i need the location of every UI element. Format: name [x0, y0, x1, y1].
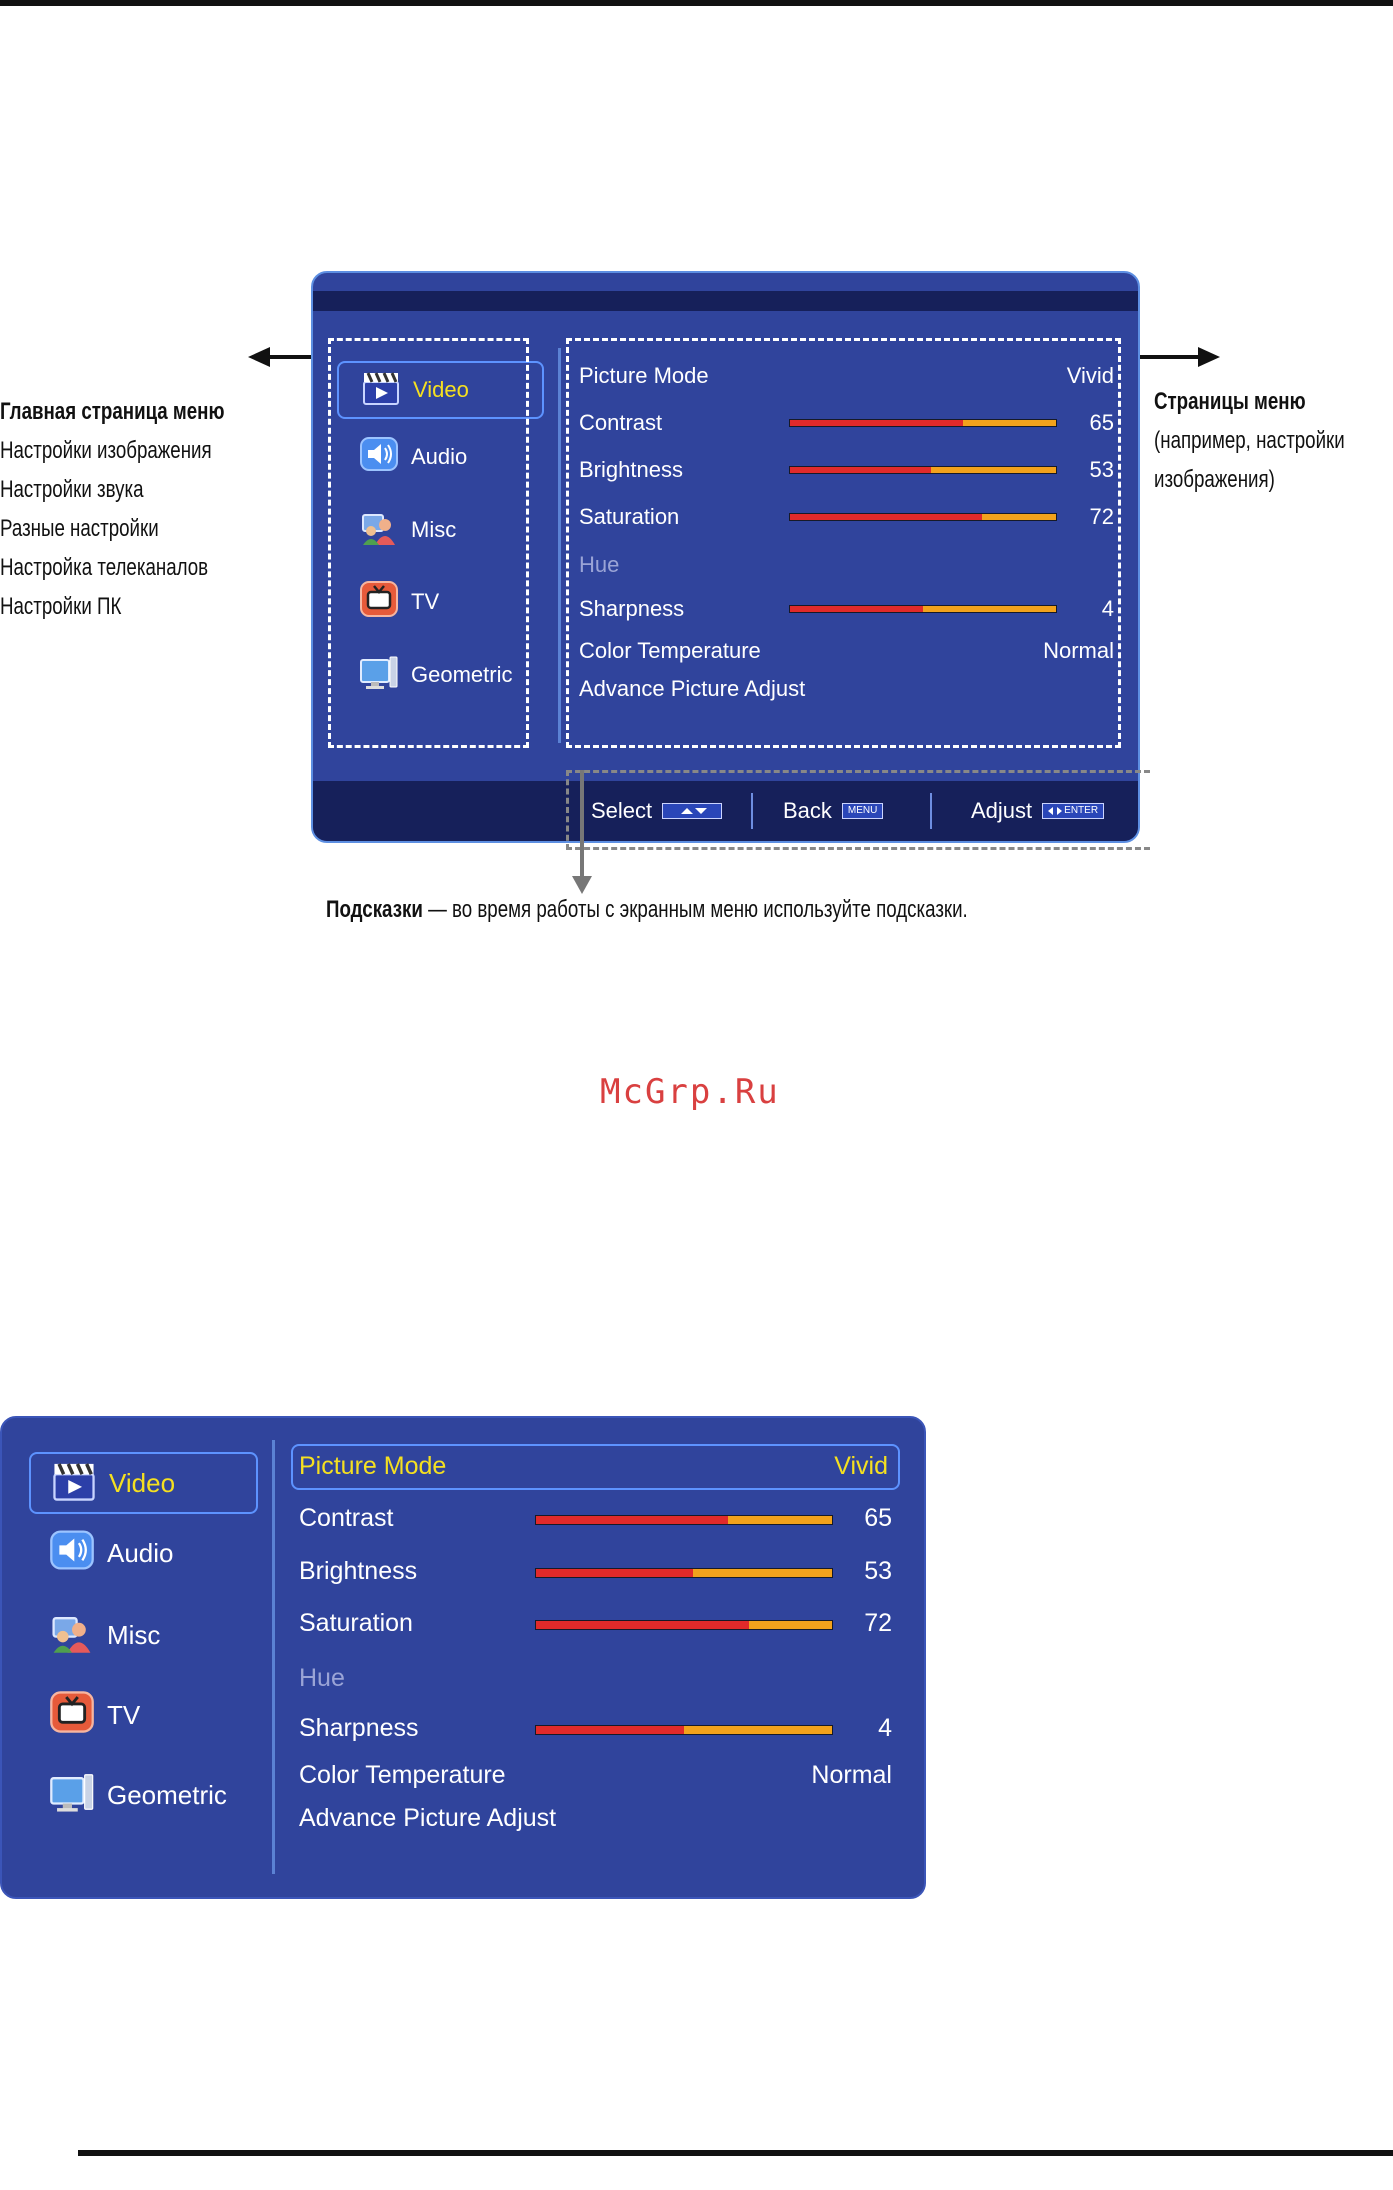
annotation-item-pc: Настройки ПК	[0, 593, 122, 620]
right-arrow-head	[1198, 347, 1220, 367]
setting-brightness[interactable]	[299, 1557, 892, 1589]
setting-label: Hue	[579, 552, 620, 577]
setting-label: Brightness	[579, 457, 683, 482]
nav-item-label: Misc	[411, 517, 457, 542]
tv-icon	[49, 1689, 95, 1742]
annotation-item-tv: Настройка телеканалов	[0, 554, 209, 581]
setting-value: Normal	[811, 1761, 892, 1789]
setting-label: Sharpness	[299, 1714, 419, 1742]
tv-menu-screenshot	[0, 1416, 926, 1899]
nav-item-label: Geometric	[107, 1779, 227, 1810]
hint-select-label: Select	[591, 798, 653, 823]
nav-item-label: Audio	[107, 1537, 174, 1568]
hints-dashed-box	[566, 770, 1150, 850]
setting-slider[interactable]	[535, 1568, 833, 1578]
setting-label: Color Temperature	[579, 638, 761, 663]
monitor-icon	[49, 1769, 95, 1822]
setting-value: 4	[1101, 596, 1114, 621]
setting-label: Hue	[299, 1664, 345, 1692]
nav-item-audio[interactable]	[29, 1522, 258, 1584]
menu-key: MENU	[842, 803, 883, 819]
setting-label: Advance Picture Adjust	[299, 1804, 557, 1832]
setting-value: 4	[878, 1714, 892, 1742]
watermark: McGrp.Ru	[600, 1072, 780, 1112]
nav-item-label: Audio	[411, 444, 468, 469]
hint-back-label: Back	[783, 798, 832, 823]
setting-slider-fill	[536, 1726, 684, 1734]
setting-value: Vivid	[834, 1452, 888, 1480]
menu-divider	[558, 348, 561, 743]
setting-contrast[interactable]	[299, 1504, 892, 1536]
left-arrow-head	[248, 347, 270, 367]
hints-caption	[326, 890, 968, 929]
main-page-annotation	[0, 392, 224, 626]
hints-title: Подсказки	[326, 896, 423, 923]
main-page-title: Главная страница меню	[0, 398, 225, 425]
setting-label: Sharpness	[579, 596, 685, 621]
setting-advance-picture-adjust[interactable]	[299, 1804, 892, 1836]
video-clapper-icon	[51, 1457, 97, 1510]
nav-item-label: Video	[413, 377, 469, 402]
setting-value: Normal	[1043, 638, 1114, 663]
menu-pages-dashed-box	[566, 338, 1121, 748]
hints-arrow-line	[580, 770, 584, 880]
setting-slider-fill	[536, 1569, 693, 1577]
nav-item-label: Video	[109, 1467, 176, 1498]
menu-pages-title: Страницы меню	[1154, 388, 1306, 415]
bottom-rule	[78, 2150, 1393, 2156]
setting-value: 65	[1089, 410, 1114, 435]
setting-label: Brightness	[299, 1557, 418, 1585]
setting-slider[interactable]	[535, 1725, 833, 1735]
setting-label: Contrast	[299, 1504, 394, 1532]
misc-people-icon	[49, 1609, 95, 1662]
setting-value: 72	[864, 1609, 892, 1637]
top-rule	[0, 0, 1393, 6]
nav-item-misc[interactable]	[29, 1604, 258, 1666]
setting-label: Color Temperature	[299, 1761, 506, 1789]
setting-label: Picture Mode	[579, 363, 709, 388]
setting-label: Contrast	[579, 410, 663, 435]
setting-slider-fill	[536, 1516, 728, 1524]
menu-divider	[272, 1440, 275, 1874]
annotation-item-picture: Настройки изображения	[0, 437, 212, 464]
hints-text: — во время работы с экранным меню используйте подсказки.	[422, 896, 968, 923]
setting-label: Advance Picture Adjust	[579, 676, 806, 701]
menu-title-bar	[313, 291, 1138, 311]
setting-hue	[299, 1664, 892, 1696]
menu-pages-line1: (например, настройки	[1154, 427, 1345, 454]
setting-saturation[interactable]	[299, 1609, 892, 1641]
setting-slider-fill	[536, 1621, 749, 1629]
setting-value: 65	[864, 1504, 892, 1532]
nav-item-label: Misc	[107, 1619, 161, 1650]
nav-item-video[interactable]	[29, 1452, 258, 1514]
nav-item-tv[interactable]	[29, 1684, 258, 1746]
menu-pages-line2: изображения)	[1154, 466, 1275, 493]
enter-key-label: ENTER	[1064, 805, 1099, 816]
setting-slider[interactable]	[535, 1620, 833, 1630]
setting-label: Saturation	[299, 1609, 413, 1637]
hint-adjust-label: Adjust	[971, 798, 1033, 823]
setting-picture-mode[interactable]	[291, 1444, 900, 1490]
annotation-item-sound: Настройки звука	[0, 476, 144, 503]
speaker-icon	[49, 1527, 95, 1580]
annotation-item-misc: Разные настройки	[0, 515, 159, 542]
setting-label: Picture Mode	[299, 1452, 447, 1480]
nav-item-label: TV	[107, 1699, 141, 1730]
nav-item-label: TV	[411, 589, 440, 614]
setting-label: Saturation	[579, 504, 680, 529]
nav-item-geometric[interactable]	[29, 1764, 258, 1826]
setting-value: 53	[864, 1557, 892, 1585]
setting-color-temperature[interactable]	[299, 1761, 892, 1793]
setting-sharpness[interactable]	[299, 1714, 892, 1746]
setting-slider[interactable]	[535, 1515, 833, 1525]
setting-value: 53	[1089, 457, 1114, 482]
nav-item-label: Geometric	[411, 662, 513, 687]
setting-value: 72	[1089, 504, 1114, 529]
setting-value: Vivid	[1066, 363, 1114, 388]
menu-pages-annotation	[1154, 382, 1345, 499]
main-menu-dashed-box	[328, 338, 529, 748]
